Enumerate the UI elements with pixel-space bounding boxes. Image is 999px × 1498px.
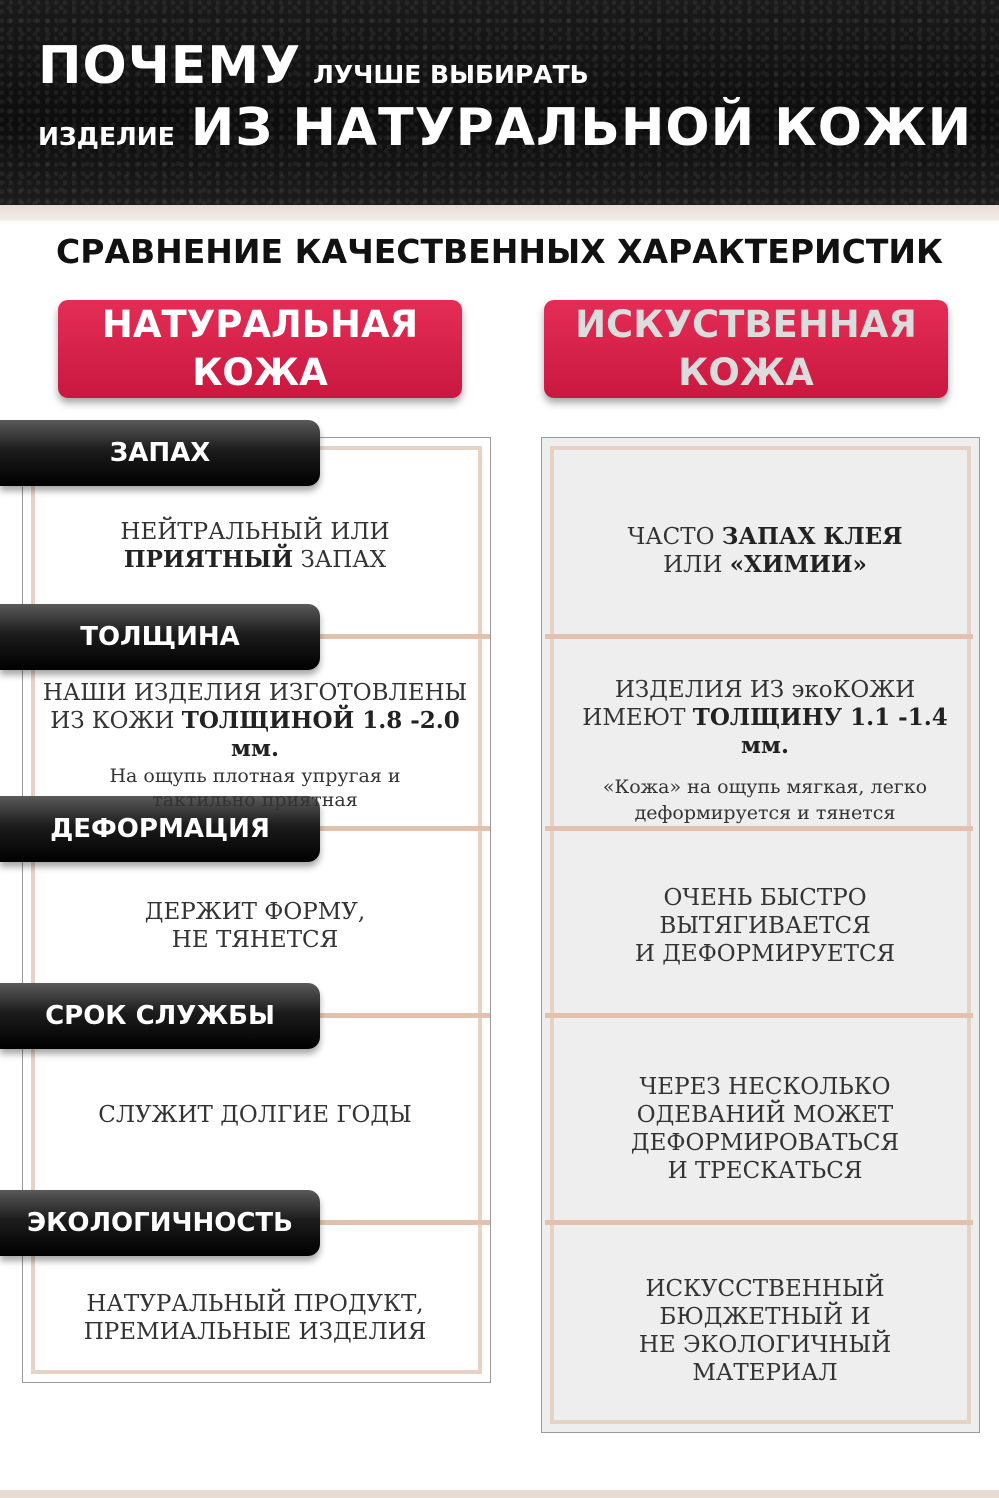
row-divider bbox=[290, 826, 490, 831]
artificial-header-line1: ИСКУСТВЕННАЯ bbox=[575, 303, 917, 346]
row-label-eco: ЭКОЛОГИЧНОСТЬ bbox=[0, 1190, 320, 1256]
natural-smell-text: НЕЙТРАЛЬНЫЙ ИЛИ ПРИЯТНЫЙ ЗАПАХ bbox=[120, 519, 390, 573]
leather-header-banner bbox=[0, 0, 999, 205]
natural-thickness-text: НАШИ ИЗДЕЛИЯ ИЗГОТОВЛЕНЫ ИЗ КОЖИ ТОЛЩИНОЙ 1.8 -2.0 мм. На ощупь плотная упругая и тактильно приятная bbox=[42, 680, 468, 811]
row-divider bbox=[290, 1220, 490, 1225]
natural-deformation-text: ДЕРЖИТ ФОРМУ, НЕ ТЯНЕТСЯ bbox=[144, 899, 366, 953]
row-label-smell: ЗАПАХ bbox=[0, 420, 320, 486]
artificial-eco-text: ИСКУССТВЕННЫЙ БЮДЖЕТНЫЙ И НЕ ЭКОЛОГИЧНЫЙ МАТЕРИАЛ bbox=[638, 1276, 892, 1386]
row-label-thickness: ТОЛЩИНА bbox=[0, 604, 320, 670]
natural-header-line1: НАТУРАЛЬНАЯ bbox=[101, 303, 419, 346]
header-better-choose: ЛУЧШЕ ВЫБИРАТЬ bbox=[313, 60, 589, 89]
natural-leather-header bbox=[58, 300, 462, 398]
header-divider bbox=[0, 205, 999, 221]
row-divider bbox=[545, 634, 973, 639]
natural-lifespan-text: СЛУЖИТ ДОЛГИЕ ГОДЫ bbox=[98, 1102, 412, 1128]
header-why: ПОЧЕМУ bbox=[38, 36, 302, 96]
row-label-lifespan: СРОК СЛУЖБЫ bbox=[0, 983, 320, 1049]
header-line-1 bbox=[38, 36, 999, 96]
artificial-header-line2: КОЖА bbox=[678, 351, 814, 394]
artificial-smell-text: ЧАСТО ЗАПАХ КЛЕЯ ИЛИ «ХИМИИ» bbox=[627, 523, 903, 578]
row-divider bbox=[545, 1220, 973, 1225]
header-line-2 bbox=[38, 98, 999, 158]
natural-eco-text: НАТУРАЛЬНЫЙ ПРОДУКТ, ПРЕМИАЛЬНЫЕ ИЗДЕЛИЯ bbox=[83, 1291, 427, 1345]
natural-header-line2: КОЖА bbox=[192, 351, 328, 394]
artificial-deformation-text: ОЧЕНЬ БЫСТРО ВЫТЯГИВАЕТСЯ И ДЕФОРМИРУЕТСЯ bbox=[634, 885, 896, 967]
header-genuine-leather: ИЗ НАТУРАЛЬНОЙ КОЖИ bbox=[190, 98, 973, 158]
row-divider bbox=[545, 1013, 973, 1018]
artificial-lifespan-text: ЧЕРЕЗ НЕСКОЛЬКО ОДЕВАНИЙ МОЖЕТ ДЕФОРМИРОВАТЬСЯ И ТРЕСКАТЬСЯ bbox=[630, 1074, 900, 1184]
row-divider bbox=[290, 1013, 490, 1018]
header-product: ИЗДЕЛИЕ bbox=[38, 122, 175, 151]
page-subtitle: СРАВНЕНИЕ КАЧЕСТВЕННЫХ ХАРАКТЕРИСТИК bbox=[56, 232, 943, 271]
row-label-deformation: ДЕФОРМАЦИЯ bbox=[0, 796, 320, 862]
artificial-leather-header bbox=[544, 300, 948, 398]
row-divider bbox=[290, 634, 490, 639]
row-divider bbox=[545, 826, 973, 831]
footer-divider bbox=[0, 1490, 999, 1498]
artificial-thickness-text: ИЗДЕЛИЯ ИЗ экоКОЖИ ИМЕЮТ ТОЛЩИНУ 1.1 -1.4 мм. «Кожа» на ощупь мягкая, легко деформируется и тянется bbox=[582, 677, 948, 824]
